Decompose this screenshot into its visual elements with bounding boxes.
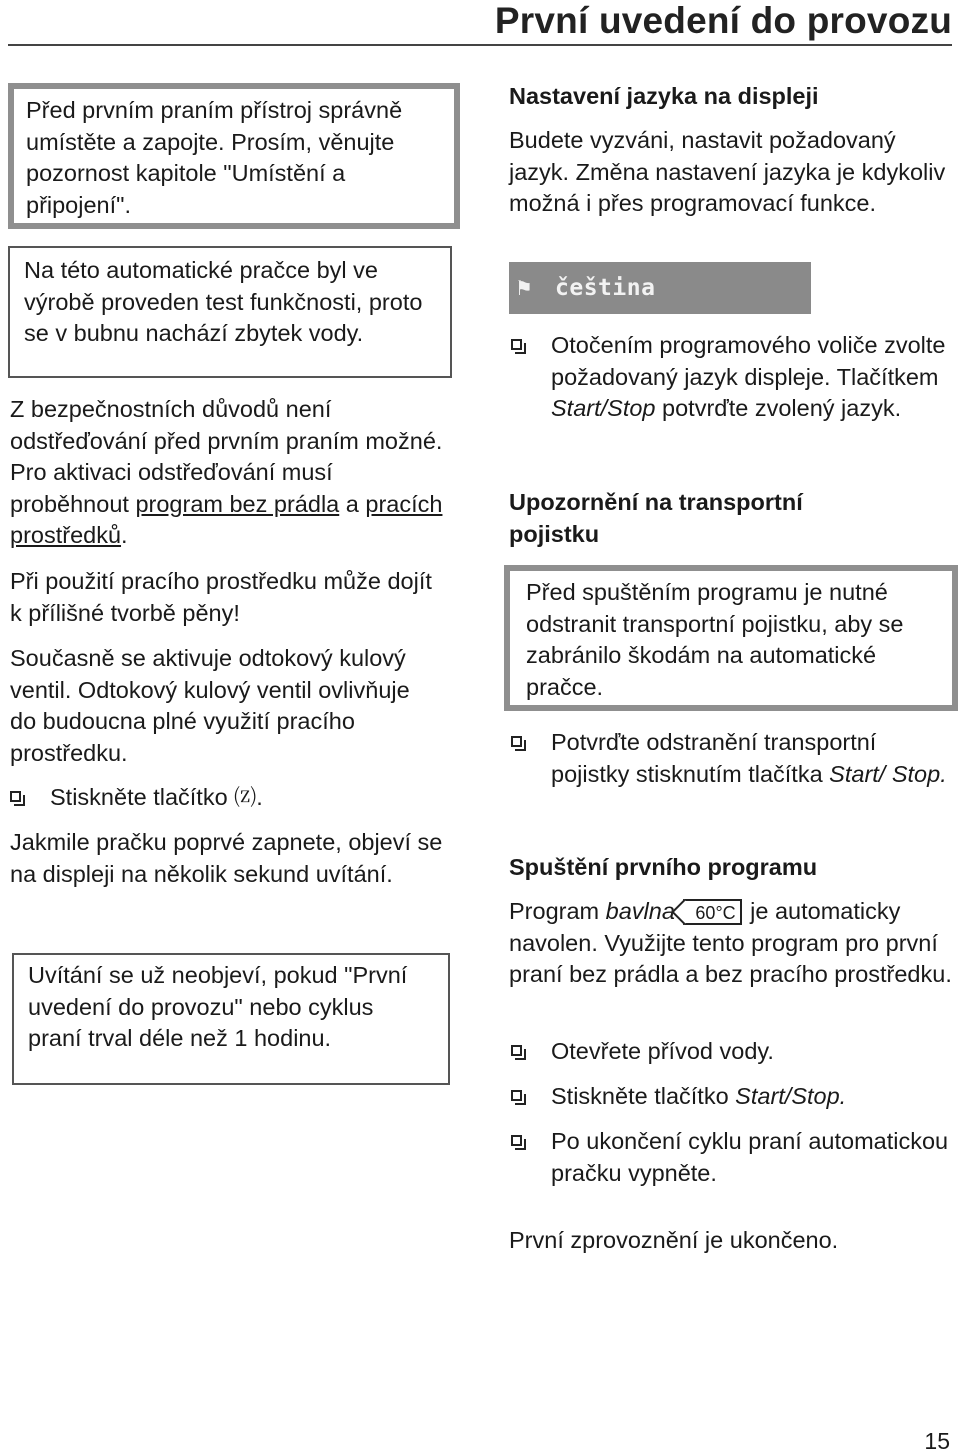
page-header-title: První uvedení do provozu bbox=[494, 0, 952, 41]
open-water-text: Otevřete přívod vody. bbox=[551, 1038, 774, 1064]
temperature-badge-text: 60°C bbox=[695, 903, 736, 923]
checkbox-icon bbox=[511, 1135, 522, 1146]
cotton-program-paragraph bbox=[509, 896, 957, 991]
foam-warning-paragraph: Při použití pracího prostředku může dojít k přílišné tvorbě pěny! bbox=[10, 568, 432, 626]
press-start-text: Stiskněte tlačítko bbox=[551, 1083, 736, 1109]
checkbox-icon bbox=[511, 736, 522, 747]
page-number: 15 bbox=[924, 1428, 950, 1454]
welcome-notice-box bbox=[12, 953, 450, 1085]
display-language-text: čeština bbox=[555, 275, 656, 301]
confirm-lock-removal-bullet bbox=[511, 727, 951, 790]
welcome-notice-text: Uvítání se už neobjeví, pokud "První uvedení do provozu" nebo cyklus praní trval déle než 1 hodinu. bbox=[28, 962, 408, 1051]
cotton-program-name: bavlna bbox=[605, 898, 675, 924]
checkbox-icon bbox=[10, 791, 21, 802]
ball-valve-paragraph: Současně se aktivuje odtokový kulový ventil. Odtokový kulový ventil ovlivňuje do budoucna plné využití pracího prostředku. bbox=[10, 645, 410, 766]
confirm-lock-text: Potvrďte odstranění transportní pojistky stisknutím tlačítka bbox=[551, 729, 877, 787]
factory-test-notice-box bbox=[8, 246, 452, 378]
power-icon: ⒵ bbox=[234, 785, 257, 810]
cotton-text-b: je automaticky navolen. Využijte tento program pro první praní bez prádla a bez pracího prostředku. bbox=[509, 898, 952, 987]
start-stop-label: Start/Stop bbox=[551, 395, 656, 421]
temperature-badge-icon bbox=[683, 899, 741, 925]
select-language-bullet bbox=[511, 330, 951, 425]
press-start-bullet bbox=[511, 1081, 951, 1113]
first-program-heading: Spuštění prvního programu bbox=[509, 854, 818, 880]
select-language-text-b: potvrďte zvolený jazyk. bbox=[655, 395, 902, 421]
press-power-text: Stiskněte tlačítko bbox=[50, 784, 235, 810]
commissioning-complete-text: První zprovoznění je ukončeno. bbox=[509, 1227, 839, 1253]
start-stop-label: Start/ Stop. bbox=[829, 760, 947, 787]
transport-lock-notice-text: Před spuštěním programu je nutné odstranit transportní pojistku, aby se zabránilo škodám na automatické pračce. bbox=[526, 579, 904, 700]
switch-off-text: Po ukončení cyklu praní automatickou pračku vypněte. bbox=[551, 1128, 949, 1186]
display-language-screen bbox=[509, 262, 811, 314]
transport-lock-heading: Upozornění na transportní pojistku bbox=[509, 489, 803, 547]
language-heading: Nastavení jazyka na displeji bbox=[509, 83, 819, 109]
spin-safety-paragraph bbox=[10, 394, 450, 552]
cotton-text-a: Program bbox=[509, 898, 606, 924]
checkbox-icon bbox=[511, 339, 522, 350]
spin-safety-text-a: Z bezpečnostních důvodů není odstřeďování před prvním praním možné. Pro aktivaci odstřeďování musí proběhnout bbox=[10, 396, 443, 517]
transport-lock-notice-box bbox=[504, 565, 958, 711]
press-power-bullet bbox=[10, 782, 450, 814]
start-stop-label: Start/Stop. bbox=[735, 1083, 847, 1109]
detergents-link[interactable]: pracích prostředků bbox=[10, 490, 443, 548]
flag-icon: ⚑ bbox=[517, 275, 531, 301]
switch-off-bullet bbox=[511, 1126, 951, 1189]
spin-safety-text-c: . bbox=[121, 522, 128, 548]
select-language-text-a: Otočením programového voliče zvolte požadovaný jazyk displeje. Tlačítkem bbox=[551, 332, 946, 390]
program-without-laundry-link[interactable]: program bez prádla bbox=[135, 490, 340, 517]
spin-safety-text-b: a bbox=[339, 490, 366, 517]
open-water-bullet bbox=[511, 1036, 951, 1068]
welcome-paragraph: Jakmile pračku poprvé zapnete, objeví se na displeji na několik sekund uvítání. bbox=[10, 829, 443, 887]
placement-notice-text: Před prvním praním přístroj správně umístěte a zapojte. Prosím, věnujte pozornost kapitole "Umístění a připojení". bbox=[26, 97, 403, 218]
press-power-end: . bbox=[256, 784, 263, 810]
placement-notice-box bbox=[8, 83, 460, 229]
checkbox-icon bbox=[511, 1045, 522, 1056]
factory-test-notice-text: Na této automatické pračce byl ve výrobě proveden test funkčnosti, proto se v bubnu nachází zbytek vody. bbox=[24, 257, 423, 346]
language-intro-paragraph: Budete vyzváni, nastavit požadovaný jazyk. Změna nastavení jazyka je kdykoliv možná i přes programovací funkce. bbox=[509, 127, 946, 216]
header-divider bbox=[8, 44, 952, 46]
checkbox-icon bbox=[511, 1090, 522, 1101]
